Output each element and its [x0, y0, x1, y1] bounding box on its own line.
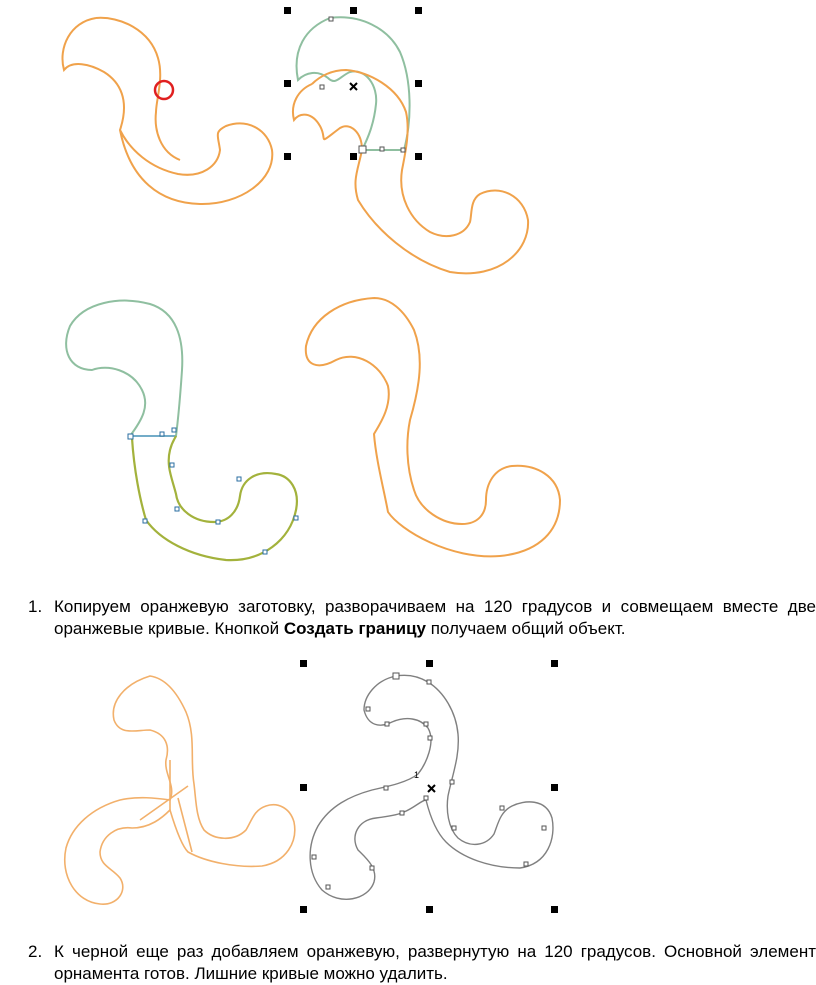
svg-text:1: 1 — [414, 770, 420, 780]
orange-curve-blank[interactable] — [62, 18, 272, 204]
step-number: 2. — [28, 942, 43, 961]
rotation-center-x-icon[interactable] — [350, 83, 357, 90]
green-upper-curve[interactable] — [66, 301, 182, 436]
step-text: Копируем оранжевую заготовку, разворачиваем на 120 градусов и совмещаем вместе две оранжевые кривые. Кнопкой — [54, 597, 816, 638]
triskele-nodes[interactable] — [312, 673, 546, 889]
rotation-center-x-icon-bottom[interactable] — [428, 785, 435, 792]
selection-handles[interactable] — [284, 7, 422, 160]
orange-overlap-curve[interactable] — [65, 676, 295, 904]
orange-combined-curve[interactable] — [306, 298, 560, 556]
step-number: 1. — [28, 597, 43, 616]
step-text: К черной еще раз добавляем оранжевую, развернутую на 120 градусов. Основной элемент орнамента готов. Лишние кривые можно удалить. — [54, 942, 816, 983]
step-text-end: получаем общий объект. — [426, 619, 626, 638]
node-marker-icon — [329, 17, 333, 21]
highlight-circle-icon — [155, 81, 173, 99]
boundary-curve[interactable] — [132, 436, 297, 560]
figure-top — [0, 0, 816, 290]
figure-bottom — [0, 650, 816, 925]
step-1 — [28, 596, 816, 640]
create-boundary-term: Создать границу — [283, 619, 426, 638]
selection-handle-icon — [284, 7, 291, 14]
figure-middle — [0, 290, 816, 580]
boundary-nodes[interactable] — [128, 428, 298, 554]
orange-second-curve[interactable] — [293, 70, 528, 273]
step-2 — [28, 941, 816, 985]
